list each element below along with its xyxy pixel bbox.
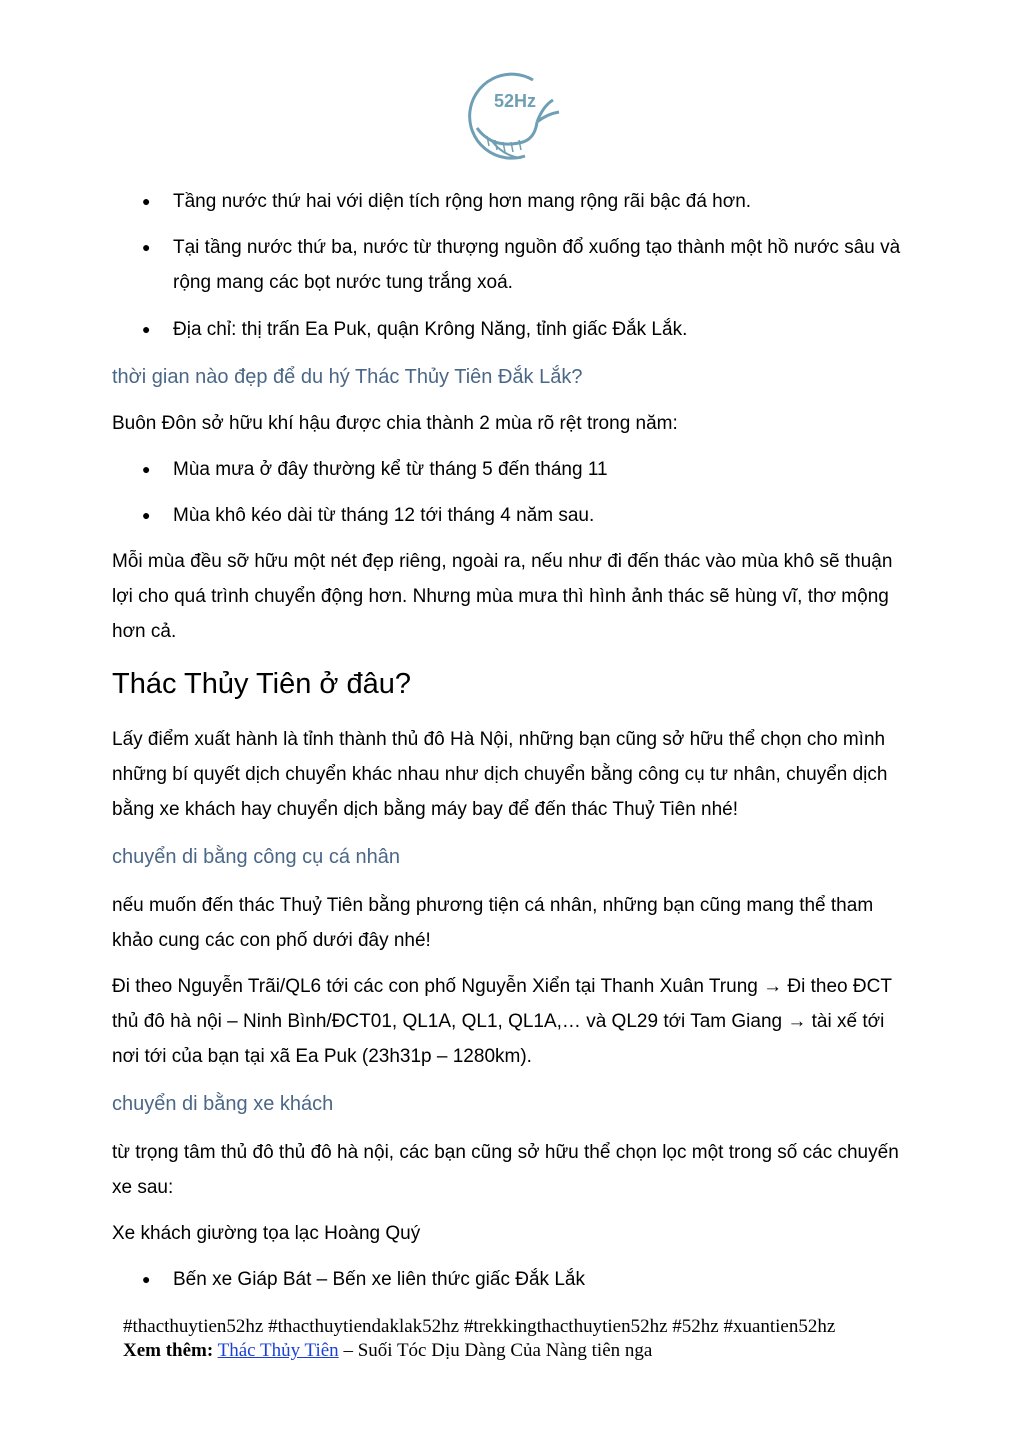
bullet-icon: ● [142,321,151,337]
paragraph: Lấy điểm xuất hành là tỉnh thành thủ đô Hà Nội, những bạn cũng sở hữu thể chọn cho mình những bí quyết dịch chuyển khác nhau như dịch chuyển bằng công cụ tư nhân, chuyển dịch bằng xe khách hay chuyển dịch bằng máy bay để đến thác Thuỷ Tiên nhé! [112,729,888,820]
brand-logo [463,66,563,166]
logo-text: 52Hz [493,91,537,111]
list-item-text: Bến xe Giáp Bát – Bến xe liên thức giấc Đắk Lắk [173,1269,585,1290]
see-more-link[interactable]: Thác Thủy Tiên [217,1340,339,1361]
see-more-label: Xem thêm: [123,1340,214,1361]
page-heading: Thác Thủy Tiên ở đâu? [112,668,411,700]
paragraph: Mỗi mùa đều sỡ hữu một nét đẹp riêng, ngoài ra, nếu như đi đến thác vào mùa khô sẽ thuận lợi cho quá trình chuyển động hơn. Nhưng mùa mưa thì hình ảnh thác sẽ hùng vĩ, thơ mộng hơn cả. [112,551,893,642]
section-heading: chuyển di bằng công cụ cá nhân [112,846,400,868]
list-item-text: Tại tầng nước thứ ba, nước từ thượng nguồn đổ xuống tạo thành một hồ nước sâu và rộng mang các bọt nước tung trắng xoá. [173,237,901,293]
paragraph: Đi theo Nguyễn Trãi/QL6 tới các con phố Nguyễn Xiển tại Thanh Xuân Trung → Đi theo ĐCT thủ đô hà nội – Ninh Bình/ĐCT01, QL1A, QL1, QL1A,… và QL29 tới Tam Giang → tài xế tới nơi tới của bạn tại xã Ea Puk (23h31p – 1280km). [112,976,892,1067]
list-item-text: Mùa mưa ở đây thường kể từ tháng 5 đến tháng 11 [173,459,608,480]
footer [123,1315,883,1363]
paragraph: nếu muốn đến thác Thuỷ Tiên bằng phương tiện cá nhân, những bạn cũng mang thể tham khảo cung các con phố dưới đây nhé! [112,895,874,951]
paragraph: Xe khách giường tọa lạc Hoàng Quý [112,1223,421,1244]
bullet-icon: ● [142,239,151,255]
paragraph: từ trọng tâm thủ đô thủ đô hà nội, các bạn cũng sở hữu thể chọn lọc một trong số các chuyến xe sau: [112,1142,899,1198]
whale-logo-icon [463,66,563,166]
bullet-icon: ● [142,461,151,477]
see-more-line [123,1339,883,1363]
list-item-text: Địa chỉ: thị trấn Ea Puk, quận Krông Năng, tỉnh giấc Đắk Lắk. [173,319,688,340]
section-heading: thời gian nào đẹp để du hý Thác Thủy Tiên Đắk Lắk? [112,366,583,388]
bullet-icon: ● [142,507,151,523]
list-item-text: Tầng nước thứ hai với diện tích rộng hơn mang rộng rãi bậc đá hơn. [173,191,752,212]
paragraph: Buôn Đôn sở hữu khí hậu được chia thành 2 mùa rõ rệt trong năm: [112,413,678,434]
list-item-text: Mùa khô kéo dài từ tháng 12 tới tháng 4 năm sau. [173,505,595,526]
hashtags: #thacthuytien52hz #thacthuytiendaklak52hz #trekkingthacthuytien52hz #52hz #xuantien52hz [123,1316,836,1337]
section-heading: chuyển di bằng xe khách [112,1093,334,1115]
see-more-suffix: – Suối Tóc Dịu Dàng Của Nàng tiên nga [338,1340,653,1361]
bullet-icon: ● [142,1271,151,1287]
bullet-icon: ● [142,193,151,209]
